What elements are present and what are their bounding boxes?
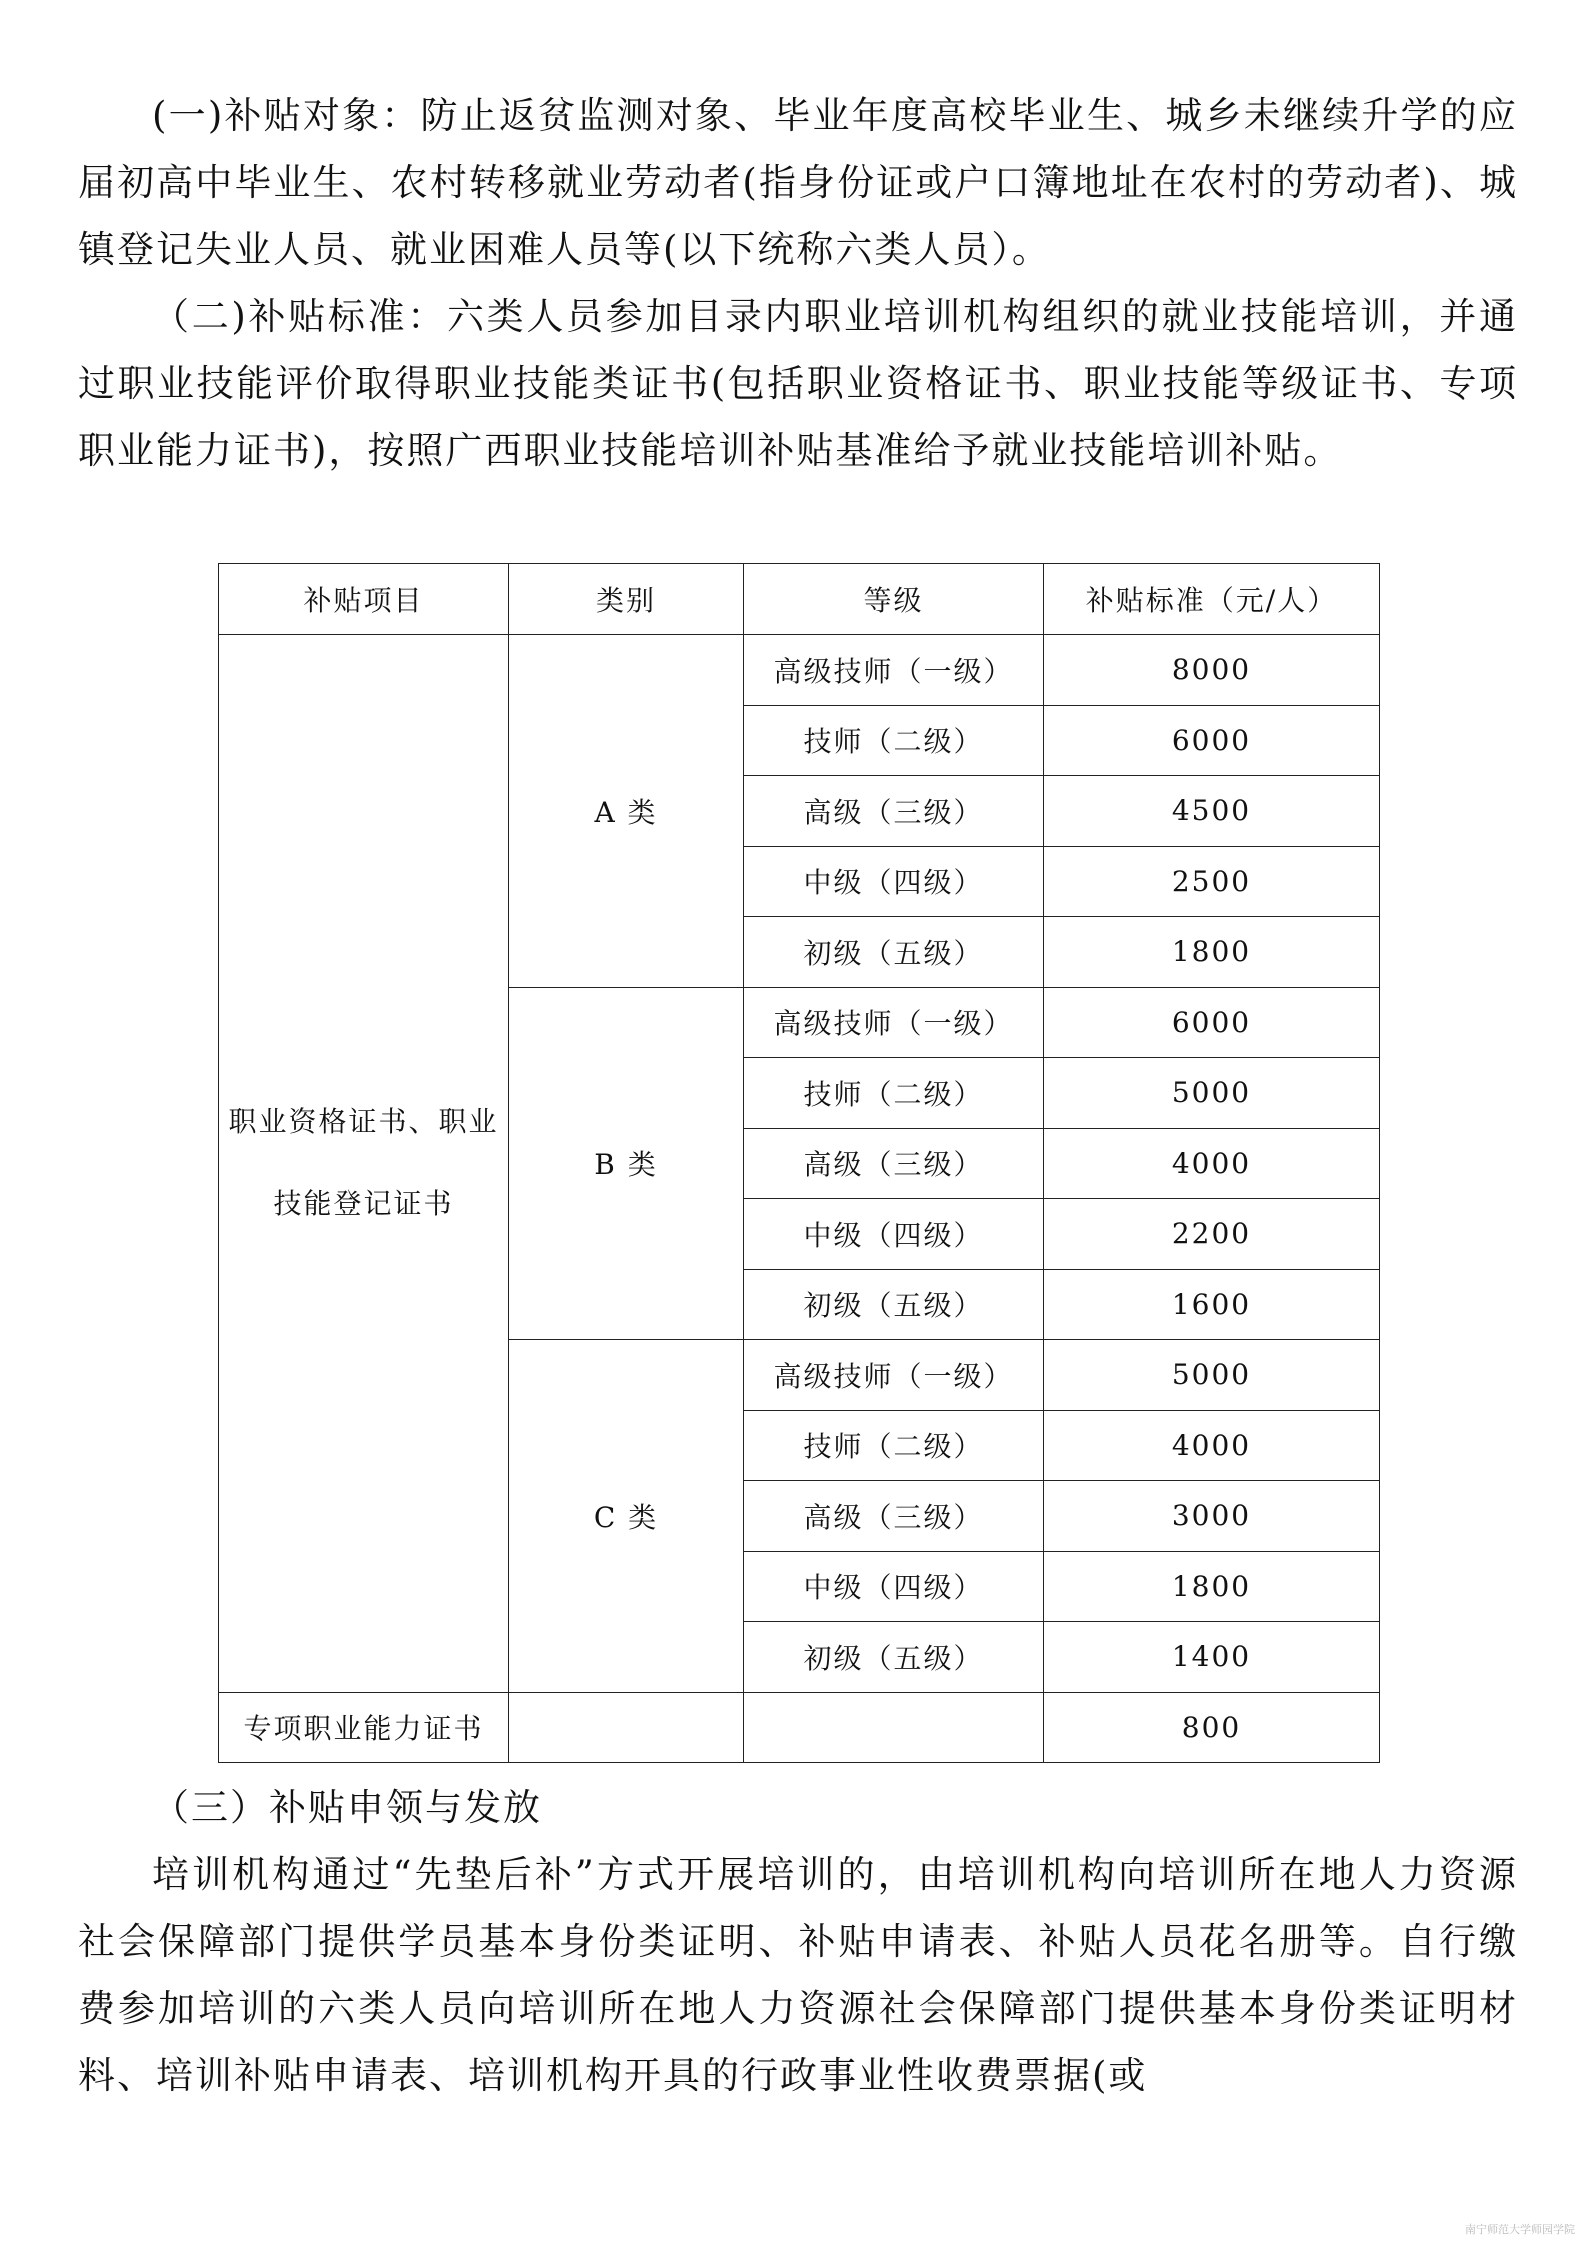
level-cell: 技师（二级） (744, 1058, 1044, 1129)
header-amount: 补贴标准（元/人） (1044, 564, 1380, 635)
amount-cell: 2200 (1044, 1199, 1380, 1270)
level-cell: 高级技师（一级） (744, 1340, 1044, 1411)
paragraph-subsidy-target: (一)补贴对象：防止返贫监测对象、毕业年度高校毕业生、城乡未继续升学的应届初高中毕业生、农村转移就业劳动者(指身份证或户口簿地址在农村的劳动者)、城镇登记失业人员、就业困难人员等(以下统称六类人员）。 (78, 94, 1518, 271)
amount-cell: 5000 (1044, 1058, 1380, 1129)
level-cell: 初级（五级） (744, 1269, 1044, 1340)
table-row-special (219, 1692, 1380, 1763)
special-amount-cell: 800 (1044, 1692, 1380, 1763)
level-cell: 中级（四级） (744, 846, 1044, 917)
main-item-cell (219, 635, 509, 1693)
level-cell: 初级（五级） (744, 917, 1044, 988)
table-row (219, 635, 1380, 706)
level-cell: 高级技师（一级） (744, 987, 1044, 1058)
amount-cell: 4000 (1044, 1410, 1380, 1481)
level-cell: 中级（四级） (744, 1551, 1044, 1622)
amount-cell: 4000 (1044, 1128, 1380, 1199)
header-item: 补贴项目 (219, 564, 509, 635)
paragraph-subsidy-standard: （二)补贴标准：六类人员参加目录内职业培训机构组织的就业技能培训，并通过职业技能评价取得职业技能类证书(包括职业资格证书、职业技能等级证书、专项职业能力证书)，按照广西职业技能培训补贴基准给予就业技能培训补贴。 (78, 295, 1518, 472)
amount-cell: 5000 (1044, 1340, 1380, 1411)
category-cell: C 类 (509, 1340, 744, 1693)
level-cell: 技师（二级） (744, 705, 1044, 776)
main-item-label: 职业资格证书、职业技能登记证书 (228, 1105, 499, 1221)
header-level: 等级 (744, 564, 1044, 635)
category-cell: B 类 (509, 987, 744, 1340)
level-cell: 中级（四级） (744, 1199, 1044, 1270)
amount-cell: 4500 (1044, 776, 1380, 847)
section-heading-disbursement: （三）补贴申领与发放 (152, 1786, 542, 1829)
amount-cell: 1800 (1044, 917, 1380, 988)
special-item-cell: 专项职业能力证书 (219, 1692, 509, 1763)
amount-cell: 3000 (1044, 1481, 1380, 1552)
amount-cell: 1600 (1044, 1269, 1380, 1340)
level-cell: 高级技师（一级） (744, 635, 1044, 706)
table-header-row (219, 564, 1380, 635)
special-category-cell (509, 1692, 744, 1763)
amount-cell: 6000 (1044, 705, 1380, 776)
subsidy-table (218, 563, 1380, 1763)
category-cell: A 类 (509, 635, 744, 988)
amount-cell: 8000 (1044, 635, 1380, 706)
watermark: 南宁师范大学师园学院 (1465, 2223, 1575, 2236)
level-cell: 高级（三级） (744, 1128, 1044, 1199)
amount-cell: 6000 (1044, 987, 1380, 1058)
special-level-cell (744, 1692, 1044, 1763)
amount-cell: 1800 (1044, 1551, 1380, 1622)
level-cell: 高级（三级） (744, 1481, 1044, 1552)
level-cell: 高级（三级） (744, 776, 1044, 847)
paragraph-disbursement: 培训机构通过“先垫后补”方式开展培训的，由培训机构向培训所在地人力资源社会保障部门提供学员基本身份类证明、补贴申请表、补贴人员花名册等。自行缴费参加培训的六类人员向培训所在地人力资源社会保障部门提供基本身份类证明材料、培训补贴申请表、培训机构开具的行政事业性收费票据(或 (78, 1853, 1518, 2097)
level-cell: 初级（五级） (744, 1622, 1044, 1693)
amount-cell: 2500 (1044, 846, 1380, 917)
level-cell: 技师（二级） (744, 1410, 1044, 1481)
header-category: 类别 (509, 564, 744, 635)
amount-cell: 1400 (1044, 1622, 1380, 1693)
